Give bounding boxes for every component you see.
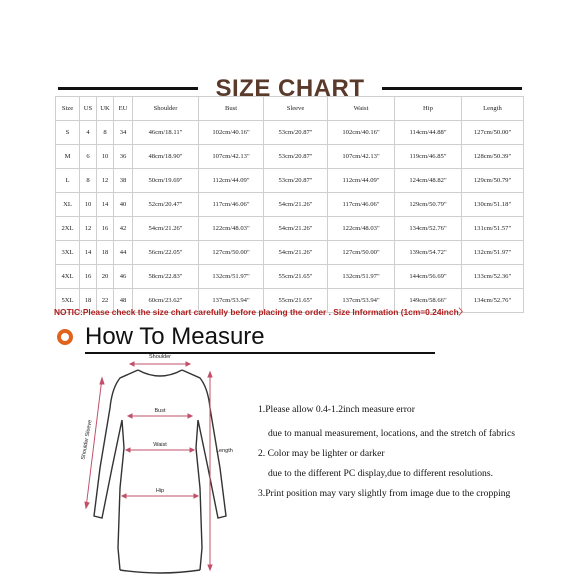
- table-cell: 124cm/48.82": [395, 169, 462, 193]
- table-cell: 38: [114, 169, 133, 193]
- table-cell: 36: [114, 145, 133, 169]
- table-cell: 139cm/54.72": [395, 241, 462, 265]
- table-cell: 55cm/21.65": [264, 265, 328, 289]
- table-cell: 8: [80, 169, 97, 193]
- table-cell: 4XL: [56, 265, 80, 289]
- table-cell: 112cm/44.09": [328, 169, 395, 193]
- table-cell: 42: [114, 217, 133, 241]
- table-cell: 54cm/21.26": [264, 241, 328, 265]
- table-cell: 55cm/21.65": [264, 289, 328, 313]
- table-cell: 20: [97, 265, 114, 289]
- table-cell: 137cm/53.94": [328, 289, 395, 313]
- table-cell: 131cm/51.57": [462, 217, 524, 241]
- circle-bullet-icon: [57, 329, 73, 345]
- note-3: 3.Print position may vary slightly from image due to the cropping: [258, 488, 511, 499]
- table-cell: 4: [80, 121, 97, 145]
- length-label: Length: [216, 448, 233, 454]
- column-header: Hip: [395, 97, 462, 121]
- size-chart-title: SIZE CHART: [215, 75, 365, 102]
- table-cell: 128cm/50.39": [462, 145, 524, 169]
- table-cell: L: [56, 169, 80, 193]
- table-cell: 48cm/18.90": [133, 145, 199, 169]
- note-2-detail: due to the different PC display,due to different resolutions.: [268, 468, 493, 479]
- table-cell: 112cm/44.09": [199, 169, 264, 193]
- column-header: EU: [114, 97, 133, 121]
- table-cell: 107cm/42.13": [328, 145, 395, 169]
- table-cell: 102cm/40.16": [328, 121, 395, 145]
- table-cell: 34: [114, 121, 133, 145]
- table-cell: 46: [114, 265, 133, 289]
- table-cell: 54cm/21.26": [133, 217, 199, 241]
- dress-measurement-diagram: [60, 348, 260, 578]
- table-row: [56, 121, 524, 145]
- table-cell: 53cm/20.87": [264, 169, 328, 193]
- dress-outline: [94, 370, 226, 573]
- table-cell: 58cm/22.83": [133, 265, 199, 289]
- shoulder-label: Shoulder: [148, 354, 172, 360]
- table-cell: 134cm/52.76": [395, 217, 462, 241]
- table-cell: 16: [80, 265, 97, 289]
- table-row: [56, 265, 524, 289]
- sleeve-label: Shoulder Sleeve: [80, 419, 94, 461]
- table-cell: 54cm/21.26": [264, 217, 328, 241]
- column-header: Bust: [199, 97, 264, 121]
- how-to-measure-title: How To Measure: [85, 323, 265, 350]
- column-header: Waist: [328, 97, 395, 121]
- table-cell: 53cm/20.87": [264, 145, 328, 169]
- table-cell: 129cm/50.79": [462, 169, 524, 193]
- table-cell: 14: [80, 241, 97, 265]
- table-cell: 127cm/50.00": [199, 241, 264, 265]
- table-cell: 54cm/21.26": [264, 193, 328, 217]
- table-cell: 16: [97, 217, 114, 241]
- bust-label: Bust: [154, 408, 166, 414]
- table-cell: 12: [80, 217, 97, 241]
- table-cell: 149cm/58.66": [395, 289, 462, 313]
- table-cell: 132cm/51.97": [328, 265, 395, 289]
- table-cell: 53cm/20.87": [264, 121, 328, 145]
- table-cell: 144cm/56.69": [395, 265, 462, 289]
- note-2: 2. Color may be lighter or darker: [258, 448, 385, 459]
- table-cell: 137cm/53.94": [199, 289, 264, 313]
- note-1-detail: due to manual measurement, locations, and the stretch of fabrics: [268, 428, 515, 439]
- measurement-arrows: [85, 362, 212, 570]
- column-header: Sleeve: [264, 97, 328, 121]
- column-header: UK: [97, 97, 114, 121]
- table-cell: 122cm/48.03": [328, 217, 395, 241]
- table-cell: 122cm/48.03": [199, 217, 264, 241]
- table-cell: 6: [80, 145, 97, 169]
- hip-label: Hip: [155, 488, 165, 494]
- table-cell: 2XL: [56, 217, 80, 241]
- table-cell: 127cm/50.00": [328, 241, 395, 265]
- table-cell: S: [56, 121, 80, 145]
- table-cell: 22: [97, 289, 114, 313]
- title-divider-left: [58, 87, 198, 90]
- table-cell: 117cm/46.06": [199, 193, 264, 217]
- table-row: [56, 193, 524, 217]
- column-header: Size: [56, 97, 80, 121]
- table-row: [56, 145, 524, 169]
- table-cell: 12: [97, 169, 114, 193]
- table-cell: 5XL: [56, 289, 80, 313]
- waist-label: Waist: [153, 442, 167, 448]
- table-cell: 132cm/51.97": [462, 241, 524, 265]
- size-chart-table: [55, 96, 524, 313]
- table-cell: 134cm/52.76": [462, 289, 524, 313]
- column-header: Shoulder: [133, 97, 199, 121]
- table-cell: 8: [97, 121, 114, 145]
- table-cell: 56cm/22.05": [133, 241, 199, 265]
- table-cell: 50cm/19.69": [133, 169, 199, 193]
- table-cell: 129cm/50.79": [395, 193, 462, 217]
- table-cell: 114cm/44.88": [395, 121, 462, 145]
- table-cell: 107cm/42.13": [199, 145, 264, 169]
- table-cell: 130cm/51.18": [462, 193, 524, 217]
- table-header-row: [56, 97, 524, 121]
- table-cell: 18: [80, 289, 97, 313]
- table-cell: 102cm/40.16": [199, 121, 264, 145]
- table-row: [56, 241, 524, 265]
- table-cell: 117cm/46.06": [328, 193, 395, 217]
- table-cell: 44: [114, 241, 133, 265]
- table-cell: 46cm/18.11": [133, 121, 199, 145]
- table-cell: 18: [97, 241, 114, 265]
- table-row: [56, 217, 524, 241]
- column-header: US: [80, 97, 97, 121]
- table-cell: 133cm/52.36": [462, 265, 524, 289]
- size-notice: NOTIC:Please check the size chart carefully before placing the order . Size Information (1cm=0.24inch〉: [54, 307, 468, 317]
- table-cell: 3XL: [56, 241, 80, 265]
- table-cell: M: [56, 145, 80, 169]
- table-cell: XL: [56, 193, 80, 217]
- table-cell: 119cm/46.85": [395, 145, 462, 169]
- table-cell: 10: [97, 145, 114, 169]
- title-divider-right: [382, 87, 522, 90]
- table-cell: 127cm/50.00": [462, 121, 524, 145]
- note-1: 1.Please allow 0.4-1.2inch measure error: [258, 404, 415, 415]
- table-row: [56, 169, 524, 193]
- table-cell: 10: [80, 193, 97, 217]
- table-cell: 48: [114, 289, 133, 313]
- column-header: Length: [462, 97, 524, 121]
- table-cell: 52cm/20.47": [133, 193, 199, 217]
- table-cell: 14: [97, 193, 114, 217]
- table-cell: 132cm/51.97": [199, 265, 264, 289]
- table-cell: 60cm/23.62": [133, 289, 199, 313]
- table-cell: 40: [114, 193, 133, 217]
